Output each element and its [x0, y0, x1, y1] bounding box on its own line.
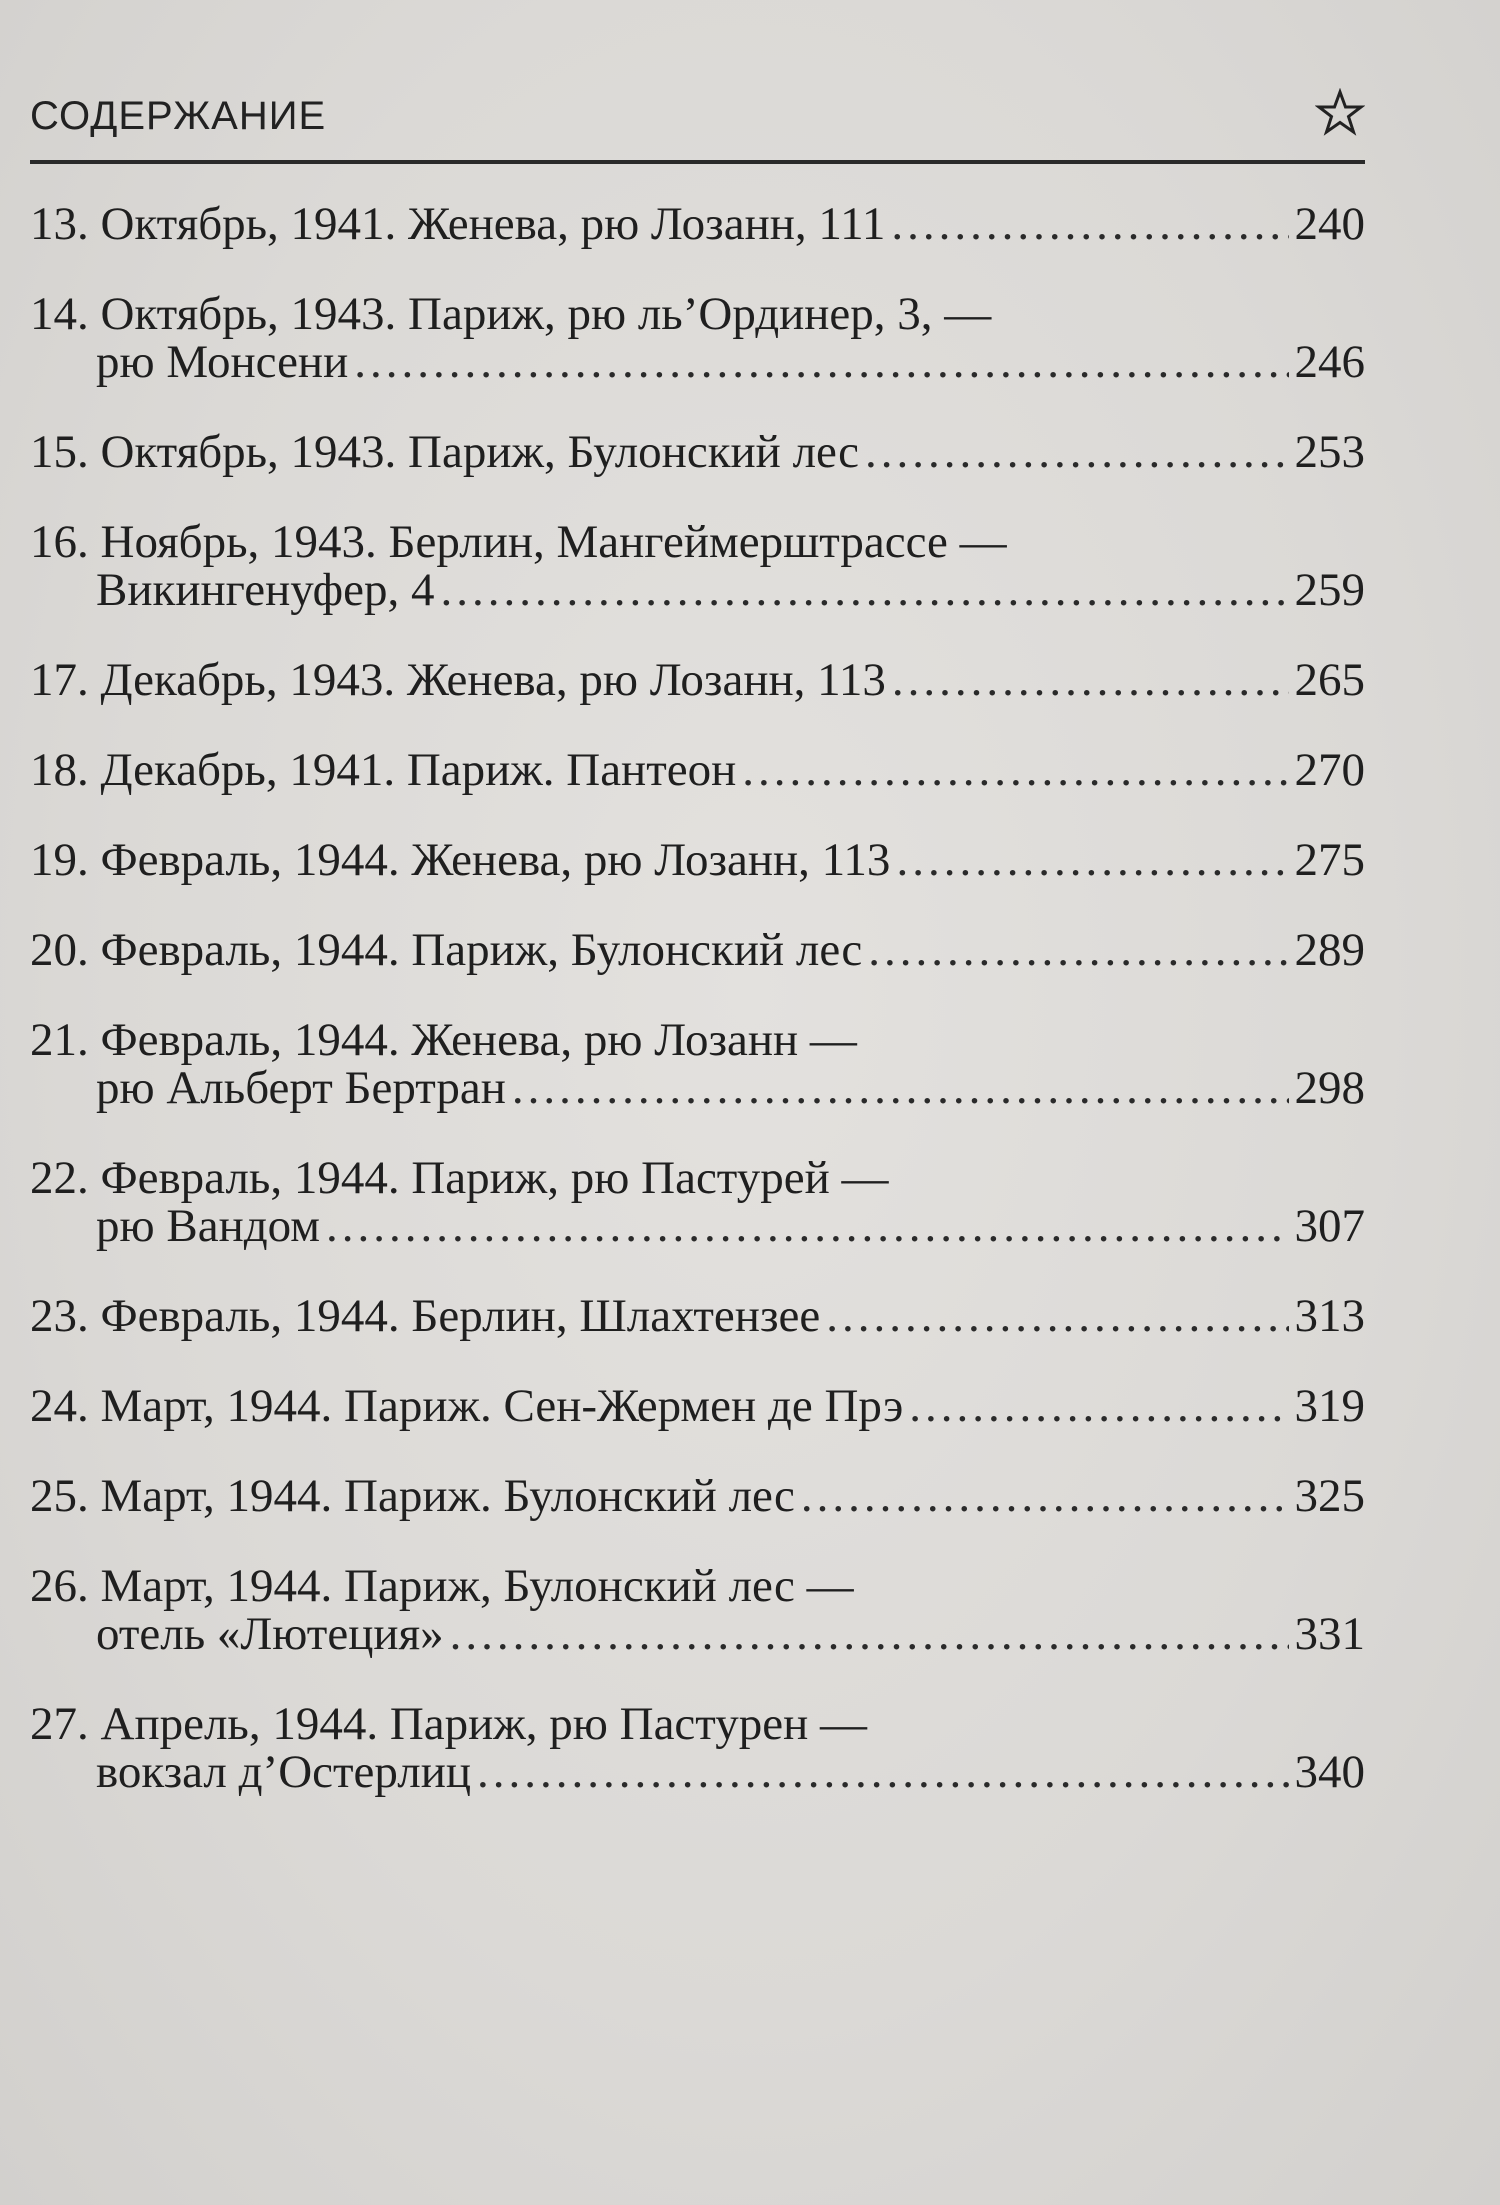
chapter-title: Февраль, 1944. Париж, Булонский лес: [100, 924, 863, 976]
chapter-title: Ноябрь, 1943. Берлин, Мангеймерштрассе —: [100, 516, 1007, 568]
chapter-title: Март, 1944. Париж. Булонский лес: [100, 1470, 795, 1522]
page-header: [30, 88, 1365, 158]
toc-entry-line: [30, 1700, 1365, 1748]
chapter-title-continued: рю Вандом: [96, 1200, 320, 1252]
toc-entry: [30, 926, 1365, 974]
toc-entry: [30, 836, 1365, 884]
page-number: 253: [1294, 426, 1365, 478]
toc-entry: [30, 1472, 1365, 1520]
dot-leader: [450, 1610, 1289, 1658]
chapter-title: Февраль, 1944. Париж, рю Пастурей —: [100, 1152, 889, 1204]
chapter-number: 23.: [30, 1290, 89, 1342]
dot-leader: [801, 1472, 1289, 1520]
toc-entry: [30, 1292, 1365, 1340]
page-number: 289: [1294, 924, 1365, 976]
dot-leader: [742, 746, 1288, 794]
chapter-number: 22.: [30, 1152, 89, 1204]
chapter-title-continued: Викингенуфер, 4: [96, 564, 435, 616]
chapter-number: 18.: [30, 744, 89, 796]
chapter-number: 27.: [30, 1698, 89, 1750]
toc-entry-line: [30, 1292, 1365, 1340]
chapter-number: 14.: [30, 288, 89, 340]
toc-entry-line: [30, 290, 1365, 338]
chapter-title: Декабрь, 1943. Женева, рю Лозанн, 113: [100, 654, 886, 706]
toc-entry-line: [30, 518, 1365, 566]
chapter-title: Декабрь, 1941. Париж. Пантеон: [100, 744, 737, 796]
toc-entry-line: [30, 836, 1365, 884]
star-outline-icon: [1315, 88, 1365, 138]
chapter-title-continued: отель «Лютеция»: [96, 1608, 444, 1660]
table-of-contents: [30, 200, 1365, 1796]
chapter-number: 25.: [30, 1470, 89, 1522]
chapter-title: Февраль, 1944. Женева, рю Лозанн —: [100, 1014, 857, 1066]
toc-entry-line: [30, 566, 1365, 614]
dot-leader: [440, 566, 1288, 614]
chapter-number: 16.: [30, 516, 89, 568]
page-title: СОДЕРЖАНИЕ: [30, 94, 327, 138]
chapter-title: Март, 1944. Париж, Булонский лес —: [100, 1560, 854, 1612]
dot-leader: [512, 1064, 1289, 1112]
page-number: 319: [1294, 1380, 1365, 1432]
toc-entry-line: [30, 428, 1365, 476]
toc-entry-line: [30, 1064, 1365, 1112]
toc-entry: [30, 1382, 1365, 1430]
chapter-title: Октябрь, 1943. Париж, Булонский лес: [100, 426, 859, 478]
toc-entry: [30, 1562, 1365, 1658]
chapter-title-continued: вокзал д’Остерлиц: [96, 1746, 472, 1798]
toc-entry: [30, 290, 1365, 386]
page-number: 270: [1294, 744, 1365, 796]
chapter-title: Апрель, 1944. Париж, рю Пастурен —: [100, 1698, 867, 1750]
toc-entry: [30, 656, 1365, 704]
toc-entry-line: [30, 1202, 1365, 1250]
toc-entry: [30, 200, 1365, 248]
toc-entry-line: [30, 1562, 1365, 1610]
chapter-number: 13.: [30, 198, 89, 250]
chapter-number: 15.: [30, 426, 89, 478]
chapter-number: 17.: [30, 654, 89, 706]
chapter-title-continued: рю Монсени: [96, 336, 349, 388]
page-number: 298: [1294, 1062, 1365, 1114]
toc-entry-line: [30, 1382, 1365, 1430]
toc-entry: [30, 518, 1365, 614]
chapter-title: Март, 1944. Париж. Сен-Жермен де Прэ: [100, 1380, 904, 1432]
toc-entry-line: [30, 1154, 1365, 1202]
chapter-number: 26.: [30, 1560, 89, 1612]
toc-entry: [30, 746, 1365, 794]
toc-entry-line: [30, 926, 1365, 974]
page-number: 265: [1294, 654, 1365, 706]
dot-leader: [477, 1748, 1288, 1796]
dot-leader: [354, 338, 1288, 386]
page-number: 307: [1294, 1200, 1365, 1252]
toc-entry-line: [30, 1610, 1365, 1658]
dot-leader: [326, 1202, 1289, 1250]
toc-entry-line: [30, 746, 1365, 794]
chapter-number: 24.: [30, 1380, 89, 1432]
page-number: 325: [1294, 1470, 1365, 1522]
chapter-number: 20.: [30, 924, 89, 976]
chapter-title: Февраль, 1944. Берлин, Шлахтензее: [100, 1290, 821, 1342]
chapter-number: 19.: [30, 834, 89, 886]
toc-entry-line: [30, 1016, 1365, 1064]
chapter-title: Октябрь, 1943. Париж, рю ль’Ординер, 3, —: [100, 288, 992, 340]
dot-leader: [826, 1292, 1288, 1340]
chapter-title: Февраль, 1944. Женева, рю Лозанн, 113: [100, 834, 891, 886]
dot-leader: [865, 428, 1289, 476]
toc-entry: [30, 428, 1365, 476]
toc-entry-line: [30, 656, 1365, 704]
header-divider: [30, 160, 1365, 164]
toc-entry-line: [30, 1748, 1365, 1796]
toc-entry-line: [30, 338, 1365, 386]
dot-leader: [892, 656, 1289, 704]
dot-leader: [909, 1382, 1288, 1430]
page-number: 246: [1294, 336, 1365, 388]
page-number: 340: [1294, 1746, 1365, 1798]
chapter-number: 21.: [30, 1014, 89, 1066]
chapter-title-continued: рю Альберт Бертран: [96, 1062, 506, 1114]
page-number: 313: [1294, 1290, 1365, 1342]
toc-entry: [30, 1700, 1365, 1796]
page-number: 240: [1294, 198, 1365, 250]
toc-entry: [30, 1154, 1365, 1250]
dot-leader: [896, 836, 1288, 884]
chapter-title: Октябрь, 1941. Женева, рю Лозанн, 111: [100, 198, 886, 250]
toc-entry-line: [30, 1472, 1365, 1520]
page-number: 259: [1294, 564, 1365, 616]
page-number: 275: [1294, 834, 1365, 886]
dot-leader: [868, 926, 1288, 974]
toc-entry: [30, 1016, 1365, 1112]
toc-entry-line: [30, 200, 1365, 248]
page-number: 331: [1294, 1608, 1365, 1660]
dot-leader: [891, 200, 1288, 248]
